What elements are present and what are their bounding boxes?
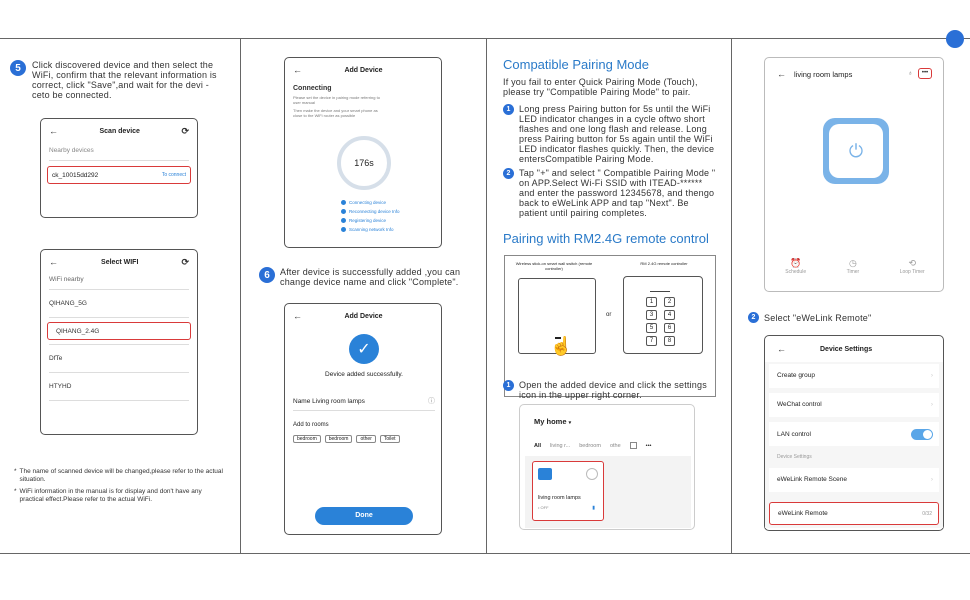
loop-timer-icon: ⟲ (908, 258, 916, 268)
added-header (285, 304, 441, 328)
lamp-title: living room lamps (794, 69, 853, 79)
name-label: Name (293, 397, 311, 405)
back-arrow-icon[interactable]: ← (49, 257, 58, 267)
connecting-subtitle: Connecting (293, 85, 332, 92)
wifi-nearby-label: WiFi nearby (49, 276, 84, 283)
loop-timer-tab[interactable] (900, 258, 925, 275)
back-arrow-icon[interactable]: ← (777, 344, 786, 354)
device-card-name: living room lamps (538, 495, 581, 501)
compat-heading: Compatible Pairing Mode (503, 57, 649, 72)
nearby-devices-label: Nearby devices (49, 147, 94, 154)
bulb-icon: ♁ (907, 70, 913, 77)
check-2-text: Reconnecting device Info (349, 209, 400, 214)
tab-living[interactable]: living r... (550, 442, 571, 449)
tab-other[interactable]: othe (609, 442, 621, 449)
connecting-title: Add Device (344, 66, 383, 74)
check-2 (341, 209, 400, 214)
device-card[interactable] (532, 461, 604, 521)
name-value: Living room lamps (312, 397, 365, 405)
remote-key-7[interactable]: 7 (646, 336, 657, 346)
settings-title: Device Settings (820, 345, 873, 353)
scan-device-screen (40, 118, 198, 218)
check-4 (341, 227, 400, 232)
check-1 (341, 200, 400, 205)
step6-number: 6 (259, 267, 275, 283)
open-step-text: Open the added device and click the settings icon in the upper right corner. (519, 380, 707, 400)
scan-header (41, 119, 197, 143)
check-4-text: Scanning network Info (349, 227, 394, 232)
name-field (293, 398, 365, 405)
settings-header (777, 344, 937, 354)
column-2 (241, 38, 486, 553)
device-settings-section: Device Settings (777, 454, 812, 460)
grid-view-icon[interactable] (630, 442, 637, 449)
connecting-screen (284, 57, 442, 248)
lamp-header (777, 69, 852, 79)
step5-number: 5 (10, 60, 26, 76)
lan-toggle[interactable] (911, 429, 933, 440)
refresh-icon[interactable]: ⟳ (181, 125, 189, 136)
or-text: or (606, 312, 612, 318)
remote-key-2[interactable]: 2 (664, 297, 675, 307)
check-1-text: Connecting device (349, 200, 387, 205)
column-1 (0, 38, 240, 553)
remote-key-1[interactable]: 1 (646, 297, 657, 307)
remote-status-icon: ▮ (592, 505, 595, 511)
remote-scene-label: eWeLink Remote Scene (777, 476, 847, 483)
lamp-bottom-bar (765, 258, 945, 275)
timer-icon: ◷ (848, 258, 857, 268)
hand-pointer-icon: ☝ (550, 336, 573, 356)
remote-keys (646, 297, 682, 346)
scan-title: Scan device (99, 127, 140, 135)
separator (49, 400, 189, 401)
step5-text: Click discovered device and then select the WiFi, confirm that the relevant information is correct, click "Save",and wait for the devi -ceto be connected. (32, 60, 217, 100)
open-step-number: 1 (503, 380, 514, 391)
wechat-control-label: WeChat control (777, 401, 822, 408)
compat-item-1-text: Long press Pairing button for 5s until the WiFi LED indicator changes in a cycle oftwo short flashes and one long flash and release. Long press Pairing button for 5s again until the WiFi LED indicator flashes quickly. Then, the device entersCompatible Pairing Mode. (519, 104, 715, 164)
device-area (525, 456, 691, 528)
success-check-icon: ✓ (349, 334, 379, 364)
room-tag-2[interactable]: bedroom (325, 435, 353, 443)
device-name: ck_10015dd292 (52, 171, 99, 179)
open-device-step (503, 380, 714, 400)
separator (293, 410, 435, 411)
back-arrow-icon[interactable]: ← (293, 311, 302, 321)
select-wifi-screen (40, 249, 198, 435)
remote-count: 0/32 (922, 510, 932, 517)
lamp-screen (764, 57, 944, 292)
connect-link[interactable]: To connect (161, 172, 186, 178)
schedule-icon: ⏰ (790, 258, 802, 268)
back-arrow-icon[interactable]: ← (777, 69, 786, 79)
switch-label: Wireless stick-on smart wall switch (remote controller) (515, 261, 593, 271)
room-tag-3[interactable]: other (356, 435, 375, 443)
timer-value: 176s (354, 158, 374, 168)
remote-key-8[interactable]: 8 (664, 336, 675, 346)
remote-scene-row[interactable]: eWeLink Remote Scene › (769, 468, 939, 492)
timer-tab[interactable] (847, 258, 860, 275)
step6-text: After device is successfully added ,you can change device name and click "Complete". (280, 267, 461, 287)
device-name-row[interactable] (293, 396, 435, 406)
separator (49, 160, 189, 161)
added-title: Add Device (344, 312, 383, 320)
home-title[interactable]: My home ▾ (534, 417, 572, 426)
refresh-icon[interactable]: ⟳ (181, 256, 189, 267)
bottom-border (0, 553, 970, 554)
connecting-desc-1: Please set the device in pairing mode referring to user manual (293, 95, 380, 105)
note-1: * The name of scanned device will be changed,please refer to the actual situation. (14, 468, 223, 483)
done-button[interactable]: Done (315, 507, 413, 525)
note-2: * WiFi information in the manual is for display and don't have any practical effect.Please refer to the actual WiFi. (14, 488, 224, 504)
remote-label: RM 2.4G remote controller (640, 261, 688, 266)
step6-instruction (259, 267, 480, 287)
compat-item-2 (503, 168, 719, 218)
rm-heading: Pairing with RM2.4G remote control (503, 231, 709, 246)
ewelink-remote-row[interactable] (769, 502, 939, 525)
wifi-network-2-label: QIHANG_2.4G (56, 327, 100, 335)
back-arrow-icon[interactable]: ← (49, 126, 58, 136)
timer-ring (337, 136, 391, 190)
device-status: • OFF (538, 505, 549, 510)
note-1-text: The name of scanned device will be changed,please refer to the actual situation. (19, 468, 223, 483)
connecting-header (285, 58, 441, 82)
rooms-label: Add to rooms (293, 422, 329, 428)
check-3 (341, 218, 400, 223)
notes (14, 468, 224, 504)
remote-key-6[interactable]: 6 (664, 323, 675, 333)
power-toggle-icon[interactable] (586, 468, 598, 480)
tab-bedroom[interactable]: bedroom (579, 442, 601, 449)
column-3 (487, 38, 731, 553)
column-4 (732, 38, 970, 553)
separator (49, 317, 189, 318)
settings-more-icon[interactable]: ••• (918, 68, 932, 79)
note-2-text: WiFi information in the manual is for display and don't have any practical effect.Please refer to the actual WiFi. (19, 488, 202, 503)
device-status-text: OFF (540, 505, 549, 510)
check-3-text: Registering device (349, 218, 387, 223)
remote-indicator (650, 291, 670, 292)
device-added-screen (284, 303, 442, 535)
timer-label: Timer (846, 269, 860, 275)
wifi-header (41, 250, 197, 274)
settings-body (765, 362, 943, 528)
create-group-row[interactable]: Create group › (769, 364, 939, 388)
step5-instruction (10, 60, 222, 100)
tab-all[interactable]: All (534, 442, 542, 449)
select-step-number: 2 (748, 312, 759, 323)
room-tags (293, 435, 404, 443)
wechat-control-row[interactable]: WeChat control › (769, 393, 939, 417)
home-title-text: My home (534, 417, 567, 426)
lan-control-row (769, 422, 939, 446)
wifi-title: Select WIFI (101, 258, 139, 266)
separator (49, 372, 189, 373)
remote-key-4[interactable]: 4 (664, 310, 675, 320)
compat-item-2-number: 2 (503, 168, 514, 179)
more-icon[interactable]: ••• (645, 442, 652, 449)
wifi-network-4[interactable]: HTYHD (49, 383, 72, 390)
separator (49, 344, 189, 345)
compat-item-1-number: 1 (503, 104, 514, 115)
compat-intro: If you fail to enter Quick Pairing Mode (Touch), please try "Compatible Pairing Mode" to pair. (503, 77, 698, 97)
rm-remote (623, 276, 703, 354)
wifi-network-2[interactable] (47, 322, 191, 340)
device-row[interactable] (47, 166, 191, 184)
device-settings-screen (764, 335, 944, 531)
room-tag-4[interactable]: Toilet (380, 435, 400, 443)
power-button[interactable] (823, 118, 889, 184)
connecting-desc-2: Then make the device and your smart phone as close to the WiFi router as possible (293, 108, 378, 118)
schedule-label: Schedule (785, 269, 807, 275)
room-tag-1[interactable]: bedroom (293, 435, 321, 443)
create-group-label: Create group (777, 372, 815, 379)
lan-control-label: LAN control (777, 430, 811, 438)
home-tabs (534, 442, 651, 449)
select-remote-step (748, 312, 871, 323)
home-screen (519, 404, 695, 530)
success-message: Device added successfully. (325, 371, 403, 378)
select-step-text: Select "eWeLink Remote" (764, 312, 872, 323)
info-icon[interactable]: ⓘ (428, 398, 435, 405)
pairing-illustration (504, 255, 716, 397)
loop-timer-label: Loop Timer (899, 269, 925, 275)
compat-item-1 (503, 104, 717, 164)
connecting-checks (341, 200, 400, 236)
remote-key-3[interactable]: 3 (646, 310, 657, 320)
compat-item-2-text: Tap "+" and select " Compatible Pairing Mode " on APP.Select Wi-Fi SSID with ITEAD-****** and enter the password 12345678, and thengo back to eWeLink APP and tap "Next". Be patient until pairing completes. (519, 168, 716, 218)
wifi-network-3[interactable]: DfTe (49, 355, 63, 362)
separator (49, 289, 189, 290)
remote-key-5[interactable]: 5 (646, 323, 657, 333)
back-arrow-icon[interactable]: ← (293, 65, 302, 75)
wifi-network-1[interactable]: QIHANG_5G (49, 300, 87, 307)
device-icon (538, 468, 552, 480)
ewelink-remote-label: eWeLink Remote (778, 510, 828, 517)
schedule-tab[interactable] (785, 258, 806, 275)
power-icon: ⏻ (829, 124, 883, 178)
